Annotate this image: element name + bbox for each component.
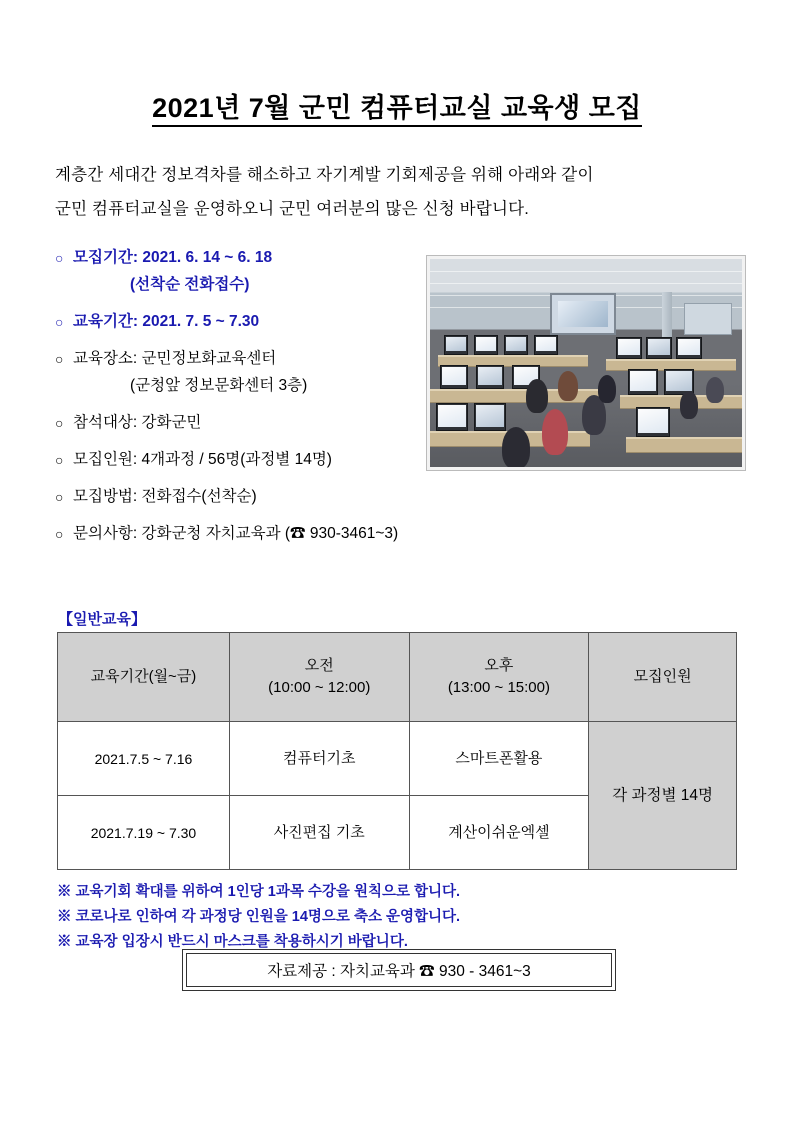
column-header-morning-line2: (10:00 ~ 12:00) xyxy=(268,679,371,696)
bullet-mark: ○ xyxy=(55,489,64,505)
list-item-value: 2021. 7. 5 ~ 7.30 xyxy=(142,313,260,330)
list-item-label: 모집기간: xyxy=(73,249,139,266)
list-item-text xyxy=(73,524,398,544)
column-header-capacity-line1: 모집인원 xyxy=(633,668,692,685)
page-title xyxy=(0,86,794,125)
cell-afternoon: 스마트폰활용 xyxy=(409,722,589,796)
classroom-photo xyxy=(427,256,745,470)
intro-line-2: 군민 컴퓨터교실을 운영하오니 군민 여러분의 많은 신청 바랍니다. xyxy=(55,200,530,218)
note-item: ※ 코로나로 인하여 각 과정당 인원을 14명으로 축소 운영합니다. xyxy=(57,909,461,925)
cell-afternoon: 계산이쉬운엑셀 xyxy=(409,796,589,870)
cell-morning: 사진편집 기초 xyxy=(229,796,409,870)
list-item xyxy=(55,524,455,544)
list-item xyxy=(55,248,455,268)
note-item: ※ 교육기회 확대를 위하여 1인당 1과목 수강을 원칙으로 합니다. xyxy=(57,884,461,900)
list-item-text xyxy=(73,450,332,470)
list-item xyxy=(55,349,455,369)
list-item-label: 문의사항: xyxy=(73,525,138,542)
source-box xyxy=(186,953,612,987)
list-item-text xyxy=(73,413,201,433)
bullet-mark: ○ xyxy=(55,526,64,542)
list-item-value: 강화군청 자치교육과 (☎ 930-3461~3) xyxy=(141,525,399,542)
column-header-morning-line1: 오전 xyxy=(304,657,334,674)
list-item-value: 2021. 6. 14 ~ 6. 18 xyxy=(142,249,273,266)
list-item xyxy=(55,413,455,433)
column-header-period xyxy=(58,633,230,722)
column-header-afternoon-line1: 오후 xyxy=(484,657,514,674)
classroom-photo-image xyxy=(430,259,742,467)
list-item xyxy=(55,312,455,332)
cell-period: 2021.7.19 ~ 7.30 xyxy=(58,796,230,870)
list-item-value: 군민정보화교육센터 xyxy=(141,350,277,367)
bullet-mark: ○ xyxy=(55,314,64,330)
projector-screen-icon xyxy=(550,293,616,335)
list-item-label: 모집방법: xyxy=(73,488,138,505)
list-item-value: 전화접수(선착순) xyxy=(141,488,257,505)
list-item-value: 강화군민 xyxy=(141,414,202,431)
column-header-afternoon-line2: (13:00 ~ 15:00) xyxy=(447,679,550,696)
list-item-sub: (선착순 전화접수) xyxy=(130,276,250,293)
bullet-mark: ○ xyxy=(55,452,64,468)
note-item: ※ 교육장 입장시 반드시 마스크를 착용하시기 바랍니다. xyxy=(57,934,408,950)
page-title-text: 2021년 7월 군민 컴퓨터교실 교육생 모집 xyxy=(152,93,642,127)
column-header-morning xyxy=(229,633,409,722)
list-item-text xyxy=(73,248,272,268)
bullet-mark: ○ xyxy=(55,415,64,431)
list-item-sub: (군청앞 정보문화센터 3층) xyxy=(130,377,308,394)
cell-morning: 컴퓨터기초 xyxy=(229,722,409,796)
cell-capacity: 각 과정별 14명 xyxy=(589,722,737,870)
list-item-label: 모집인원: xyxy=(73,451,138,468)
bullet-mark: ○ xyxy=(55,250,64,266)
notes-list xyxy=(57,880,737,955)
list-item-text xyxy=(73,487,257,507)
list-item-text xyxy=(73,349,276,369)
column-header-afternoon xyxy=(409,633,589,722)
intro-paragraph xyxy=(55,158,745,226)
list-item-label: 교육기간: xyxy=(73,313,139,330)
list-item-value: 4개과정 / 56명(과정별 14명) xyxy=(141,451,332,468)
table-row xyxy=(58,722,737,796)
list-item-label: 교육장소: xyxy=(73,350,138,367)
cell-period: 2021.7.5 ~ 7.16 xyxy=(58,722,230,796)
column-header-period-line1: 교육기간(월~금) xyxy=(90,668,197,685)
intro-line-1: 계층간 세대간 정보격차를 해소하고 자기계발 기회제공을 위해 아래와 같이 xyxy=(55,166,594,184)
bullet-mark: ○ xyxy=(55,351,64,367)
section-heading: 【일반교육】 xyxy=(58,611,146,628)
source-text: 자료제공 : 자치교육과 ☎ 930 - 3461~3 xyxy=(267,963,531,980)
schedule-table xyxy=(57,632,737,870)
column-header-capacity xyxy=(589,633,737,722)
list-item xyxy=(55,450,455,470)
list-item-text xyxy=(73,312,259,332)
list-item-label: 참석대상: xyxy=(73,414,138,431)
table-header-row xyxy=(58,633,737,722)
details-list xyxy=(55,248,455,561)
list-item xyxy=(55,487,455,507)
